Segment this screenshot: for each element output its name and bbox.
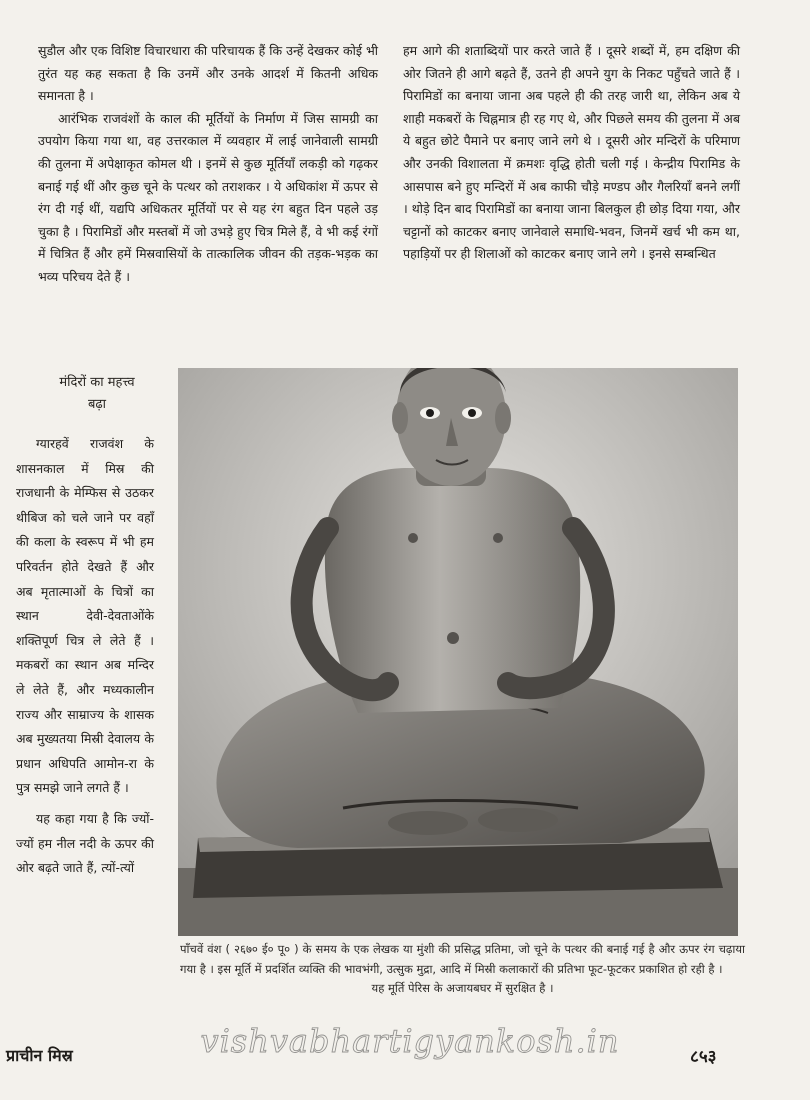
caption-text: पाँचवें वंश ( २६७० ई० पू० ) के समय के एक लेखक या मुंशी की प्रसिद्ध प्रतिमा, जो चूने के पत्थर की बनाई गई है और ऊपर रंग चढ़ाया गया है । इस मूर्ति में प्रदर्शित व्यक्ति की भावभंगी, उत्सुक मुद्रा, आदि में मिस्री कलाकारों की प्रतिभा फूट-फूटकर प्रकाशित हो रही है । [180, 942, 745, 976]
side-column [16, 432, 154, 881]
paragraph: सुडौल और एक विशिष्ट विचारधारा की परिचायक हैं कि उन्हें देखकर कोई भी तुरंत यह कह सकता है कि उनमें और उनके आदर्श में कितनी अधिक समानता है । [38, 43, 378, 104]
running-footer-title: प्राचीन मिस्र [6, 1046, 73, 1065]
sidenote-heading [22, 372, 172, 416]
paragraph: ग्यारहवें राजवंश के शासनकाल में मिस्र की राजधानी के मेम्फिस से उठकर थीबिज को चले जाने पर वहाँ की कला के स्वरूप में भी हम परिवर्तन होते देखते हैं और अब मृतात्माओं के चित्रों का स्थान देवी-देवताओंके शक्तिपूर्ण चित्र ले लेते हैं । मकबरों का स्थान अब मन्दिर ले लेते हैं, और मध्यकालीन राज्य और साम्राज्य के शासक अब मुख्यतया मिस्री देवालय के प्रधान अधिपति आमोन-रा के पुत्र समझे जाने लगते हैं । [16, 436, 154, 796]
paragraph: आरंभिक राजवंशों के काल की मूर्तियों के निर्माण में जिस सामग्री का उपयोग किया गया था, वह उत्तरकाल में व्यवहार में लाई जानेवाली सामग्री की तुलना में अपेक्षाकृत कोमल थी । इनमें से कुछ मूर्तियाँ लकड़ी को गढ़कर बनाई गई थीं और कुछ चूने के पत्थर को तराशकर । ये अधिकांश में ऊपर से रंग दी गई थीं, यद्यपि अधिकतर मूर्तियों पर से यह रंग बहुत दिन पहले उड़ चुका है । पिरामिडों और मस्तबों में जो उभड़े हुए चित्र मिले हैं, वे भी कई रंगों में चित्रित हैं और हमें मिस्रवासियों के तात्कालिक जीवन की तड़क-भड़क का भव्य परिचय देते हैं । [38, 110, 378, 284]
seated-scribe-photo [178, 368, 738, 936]
sidenote-heading-line: मंदिरों का महत्त्व [59, 375, 135, 390]
figure-caption [180, 940, 745, 999]
watermark-text: vishvabhartigyankosh.in [200, 1022, 620, 1060]
right-column-top [403, 40, 740, 266]
sidenote-heading-line: बढ़ा [87, 397, 107, 412]
paragraph: यह कहा गया है कि ज्यों-ज्यों हम नील नदी के ऊपर की ओर बढ़ते जाते हैं, त्यों-त्यों [16, 810, 154, 876]
left-column-top [38, 40, 378, 289]
caption-location: यह मूर्ति पेरिस के अजायबघर में सुरक्षित है । [371, 981, 554, 995]
page-number: ८५३ [690, 1047, 717, 1067]
paragraph: हम आगे की शताब्दियों पार करते जाते हैं । दूसरे शब्दों में, हम दक्षिण की ओर जितने ही आगे बढ़ते हैं, उतने ही अपने युग के निकट पहुँचते जाते हैं । पिरामिडों का बनाया जाना अब पहले ही की तरह जारी था, लेकिन अब ये शाही मकबरों के चिह्नमात्र ही रह गए थे, और पिछले समय की तुलना में अब ये बहुत छोटे पैमाने पर बनाए जाने लगे थे । दूसरी ओर मन्दिरों के परिमाण और उनकी विशालता में क्रमशः वृद्धि होती चली गई । केन्द्रीय पिरामिड के आसपास बने हुए मन्दिरों में अब काफी चौड़े मण्डप और गैलरियाँ बनने लगीं । थोड़े दिन बाद पिरामिडों का बनाया जाना बिलकुल ही छोड़ दिया गया, और चट्टानों को काटकर बनाए जानेवाले समाधि-भवन, जिनमें खर्च भी कम था, पहाड़ियों पर ही शिलाओं को काटकर बनाए जाने लगे । इनसे सम्बन्धित [403, 43, 740, 262]
statue-illustration [178, 368, 738, 936]
